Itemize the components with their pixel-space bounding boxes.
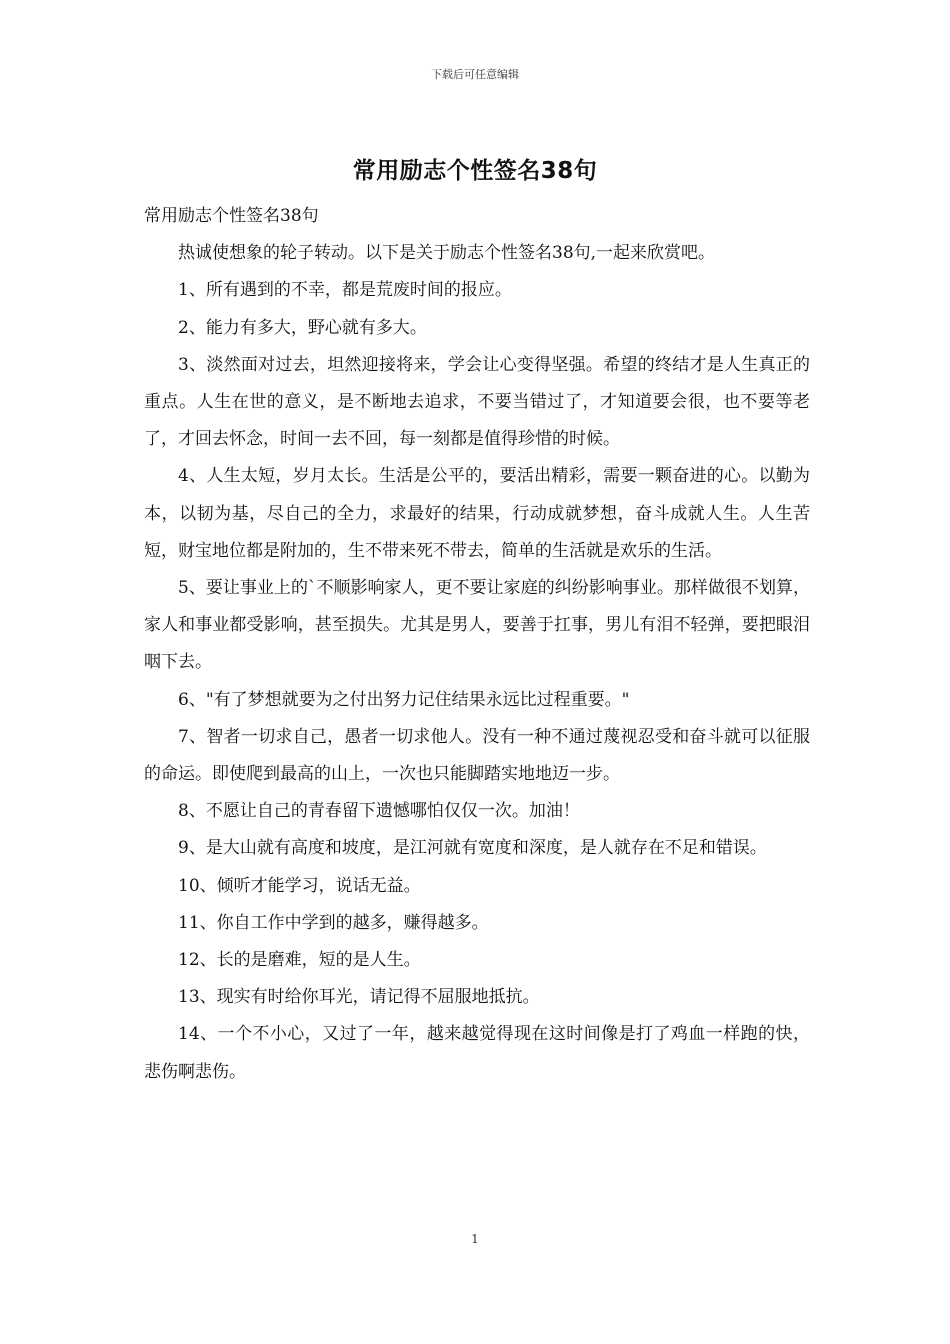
list-item: 2、能力有多大，野心就有多大。 [178,317,427,338]
list-item: 5、要让事业上的`不顺影响家人，更不要让家庭的纠纷影响事业。那样做很不划算，家人和事业都受影响，甚至损失。尤其是男人，要善于扛事，男儿有泪不轻弹，要把眼泪咽下去。 [144,578,810,673]
list-item: 4、人生太短，岁月太长。生活是公平的，要活出精彩，需要一颗奋进的心。以勤为本，以韧为基，尽自己的全力，求最好的结果，行动成就梦想，奋斗成就人生。人生苦短，财宝地位都是附加的，生不带来死不带去，简单的生活就是欢乐的生活。 [144,466,810,561]
list-item: 13、现实有时给你耳光，请记得不屈服地抵抗。 [178,987,540,1008]
intro-paragraph: 热诚使想象的轮子转动。以下是关于励志个性签名38句,一起来欣赏吧。 [178,243,716,264]
list-item: 14、一个不小心，又过了一年，越来越觉得现在这时间像是打了鸡血一样跑的快，悲伤啊悲伤。 [144,1024,810,1082]
list-item: 10、倾听才能学习，说话无益。 [178,875,421,896]
list-item: 9、是大山就有高度和坡度，是江河就有宽度和深度，是人就存在不足和错误。 [178,838,767,859]
list-item: 7、智者一切求自己，愚者一切求他人。没有一种不通过蔑视忍受和奋斗就可以征服的命运。即使爬到最高的山上，一次也只能脚踏实地地迈一步。 [144,726,810,785]
header-note: 下载后可任意编辑 [431,68,519,81]
document-body [144,198,810,1091]
list-item: 11、你自工作中学到的越多，赚得越多。 [178,912,489,933]
list-item: 12、长的是磨难，短的是人生。 [178,950,421,971]
list-item: 3、淡然面对过去，坦然迎接将来，学会让心变得坚强。希望的终结才是人生真正的重点。人生在世的意义，是不断地去追求，不要当错过了，才知道要会很，也不要等老了，才回去怀念，时间一去不回，每一刻都是值得珍惜的时候。 [144,354,810,450]
page-number: 1 [471,1232,479,1246]
subtitle: 常用励志个性签名38句 [144,206,319,226]
list-item: 8、不愿让自己的青春留下遗憾哪怕仅仅一次。加油！ [178,801,580,822]
list-item: 6、"有了梦想就要为之付出努力记住结果永远比过程重要。" [178,689,630,710]
list-item: 1、所有遇到的不幸，都是荒废时间的报应。 [178,280,512,301]
page-title: 常用励志个性签名38句 [352,158,598,184]
